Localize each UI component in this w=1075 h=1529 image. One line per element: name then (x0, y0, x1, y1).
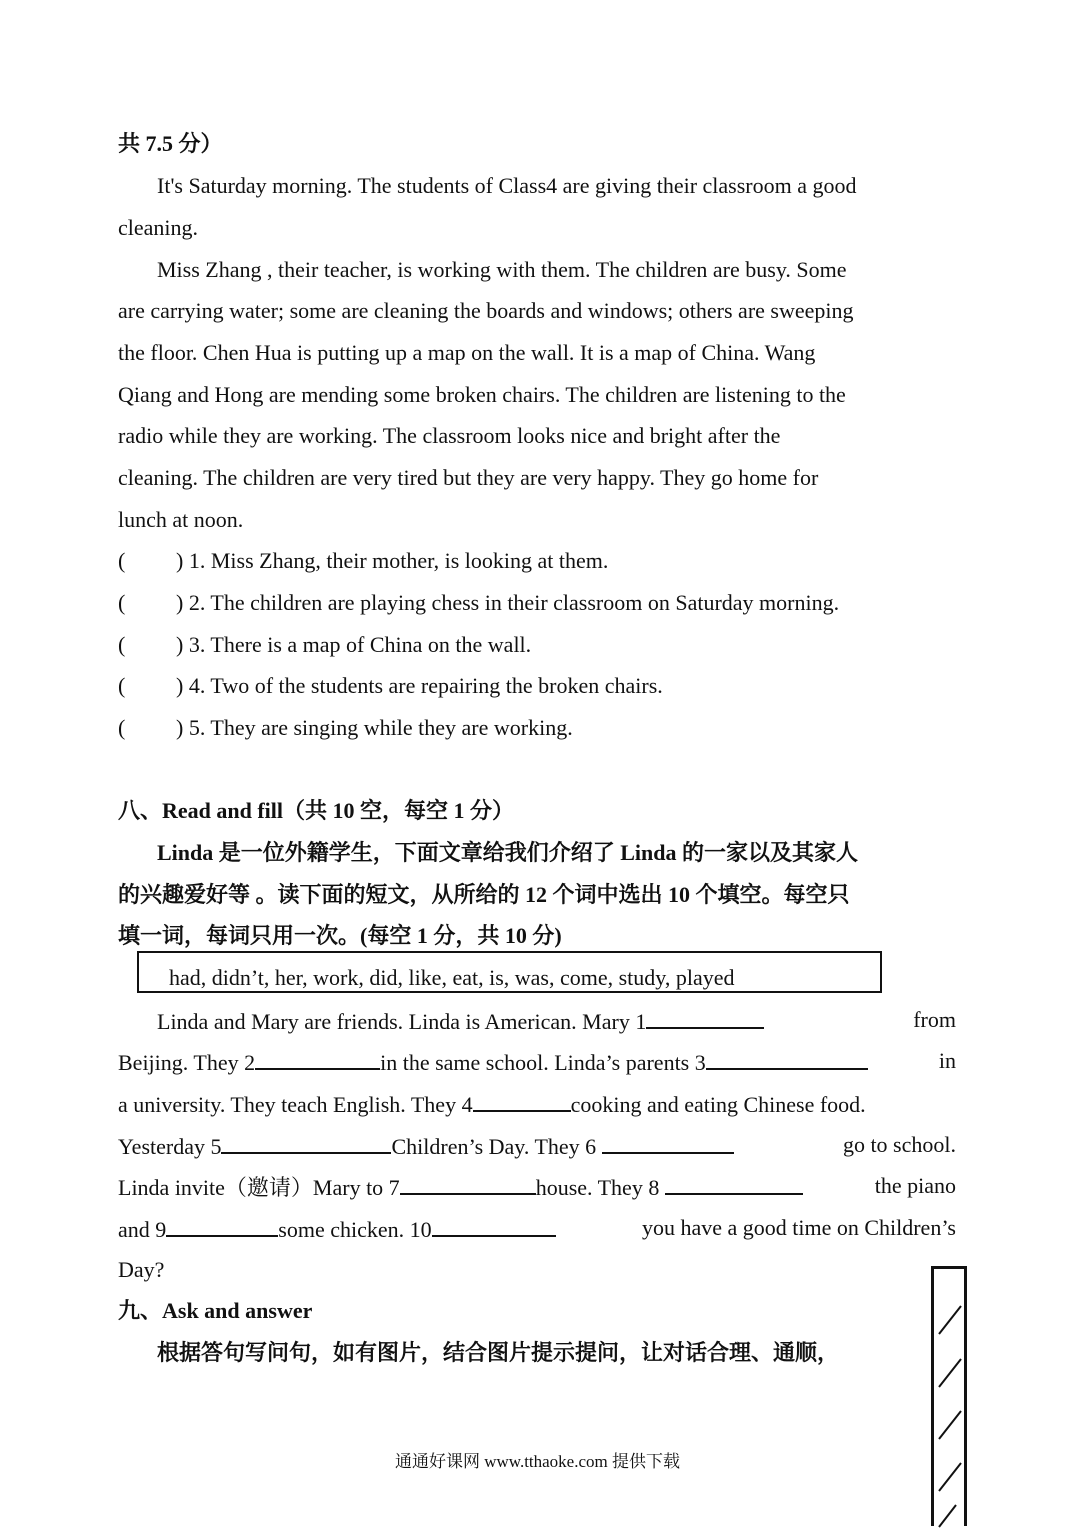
fill-line: Yesterday 5 Children’s Day. They 6 go to school. (118, 1132, 956, 1159)
passage-line: Qiang and Hong are mending some broken chairs. The children are listening to the (118, 382, 846, 407)
answer-paren[interactable]: ( (118, 590, 126, 615)
answer-paren[interactable]: ( (118, 548, 126, 573)
fill-line: a university. They teach English. They 4 cooking and eating Chinese food. (118, 1092, 866, 1117)
tf-question: ( ) 4. Two of the students are repairing the broken chairs. (118, 673, 663, 698)
instruction-line: 的兴趣爱好等 。读下面的短文，从所给的 12 个词中选出 10 个填空。每空只 (118, 882, 850, 907)
passage-line: radio while they are working. The classroom looks nice and bright after the (118, 423, 781, 448)
word-bank-box (137, 951, 882, 993)
passage-line: cleaning. The children are very tired but they are very happy. They go home for (118, 465, 819, 490)
blank-10[interactable] (432, 1217, 556, 1237)
fill-line: Beijing. They 2 in the same school. Linda’s parents 3 in (118, 1048, 956, 1075)
passage-line: the floor. Chen Hua is putting up a map on the wall. It is a map of China. Wang (118, 340, 816, 365)
passage-line: cleaning. (118, 215, 199, 240)
fill-line: Linda invite（邀请）Mary to 7 house. They 8 the piano (118, 1173, 956, 1200)
passage-line: It's Saturday morning. The students of Class4 are giving their classroom a good (157, 173, 857, 198)
passage-line: lunch at noon. (118, 507, 244, 532)
blank-6[interactable] (602, 1134, 734, 1154)
tf-question: ( ) 5. They are singing while they are working. (118, 715, 573, 740)
instruction-line: Linda 是一位外籍学生，下面文章给我们介绍了 Linda 的一家以及其家人 (157, 840, 859, 865)
instruction-line: 填一词，每词只用一次。(每空 1 分，共 10 分) (118, 923, 562, 948)
answer-paren[interactable]: ( (118, 673, 126, 698)
blank-9[interactable] (166, 1217, 278, 1237)
blank-1[interactable] (646, 1009, 764, 1029)
tf-question: ( ) 3. There is a map of China on the wall. (118, 632, 532, 657)
blank-4[interactable] (473, 1092, 571, 1112)
section-heading: 八、Read and fill（共 10 空，每空 1 分） (118, 798, 515, 823)
fill-line: Linda and Mary are friends. Linda is American. Mary 1 from (157, 1007, 956, 1034)
blank-3[interactable] (706, 1050, 868, 1070)
fill-line: Day? (118, 1257, 165, 1282)
instruction-line: 根据答句写问句，如有图片，结合图片提示提问，让对话合理、通顺， (157, 1340, 840, 1365)
margin-slash-box (931, 1266, 967, 1526)
section-heading: 九、Ask and answer (118, 1298, 313, 1323)
blank-2[interactable] (255, 1050, 380, 1070)
footer-credit: 通通好课网 www.tthaoke.com 提供下载 (394, 1452, 681, 1471)
passage-line: are carrying water; some are cleaning the boards and windows; others are sweeping (118, 298, 854, 323)
passage-line: Miss Zhang , their teacher, is working with them. The children are busy. Some (157, 257, 847, 282)
answer-paren[interactable]: ( (118, 632, 126, 657)
blank-8[interactable] (665, 1175, 803, 1195)
tf-question: ( ) 2. The children are playing chess in their classroom on Saturday morning. (118, 590, 840, 615)
fill-line: and 9 some chicken. 10 you have a good time on Children’s (118, 1215, 956, 1242)
section-score-fragment: 共 7.5 分） (118, 131, 223, 156)
blank-5[interactable] (221, 1134, 391, 1154)
blank-7[interactable] (400, 1175, 536, 1195)
slash-marks-icon (934, 1269, 964, 1529)
word-bank: had, didn’t, her, work, did, like, eat, is, was, come, study, played (169, 965, 735, 990)
answer-paren[interactable]: ( (118, 715, 126, 740)
tf-question: ( ) 1. Miss Zhang, their mother, is looking at them. (118, 548, 609, 573)
